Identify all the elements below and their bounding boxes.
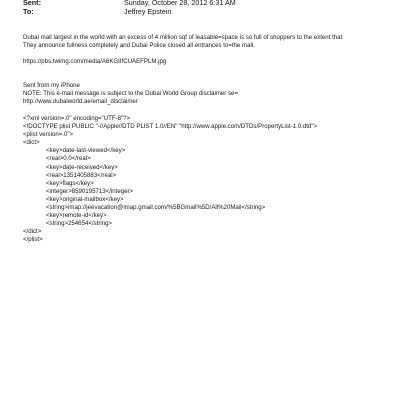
disclaimer-link[interactable]: http://www.dubaiworld.ae/email_disclaimer bbox=[23, 98, 138, 106]
plist-line: </dict> bbox=[23, 228, 42, 236]
message-line: They announce fullness completely and Dubai Police closed all entrances to=the mall. bbox=[23, 41, 255, 49]
plist-line: <key>date-received</key> bbox=[46, 163, 118, 171]
to-value: Jeffrey Epstein bbox=[124, 7, 172, 16]
message-paragraph bbox=[23, 34, 383, 50]
plist-line: <key>flags</key> bbox=[46, 179, 94, 187]
sent-label: Sent: bbox=[23, 0, 41, 7]
plist-line: <dict> bbox=[23, 139, 40, 147]
sent-header-row bbox=[23, 0, 236, 7]
image-link[interactable]: https://pbs.twimg.com/media/A6KGIIfCUAEFPLM.jpg bbox=[23, 58, 167, 65]
plist-line: </plist> bbox=[23, 236, 43, 244]
plist-line: <string>imap://jeevacation@imap.gmail.com/%5BGmail%5D/All%20Mail</string> bbox=[46, 204, 266, 212]
plist-line: <!DOCTYPE plist PUBLIC "-//Apple//DTD PLIST 1.0//EN" "http://www.apple.com/DTDs/PropertyList-1.0.dtd"> bbox=[23, 123, 318, 131]
plist-line: <integer>8590195713</integer> bbox=[46, 187, 134, 195]
disclaimer-note: NOTE: This e-mail message is subject to the Dubai World Group disclaimer se= bbox=[23, 90, 239, 98]
to-label: To: bbox=[23, 7, 34, 16]
to-header-row bbox=[23, 7, 171, 16]
sent-value: Sunday, October 28, 2012 6:31 AM bbox=[124, 0, 236, 7]
plist-line: <string>254654</string> bbox=[46, 220, 113, 228]
plist-line: <key>remote-id</key> bbox=[46, 212, 107, 220]
plist-line: <real>1351405883</real> bbox=[46, 171, 117, 179]
plist-line: <plist version=.0"> bbox=[23, 131, 74, 139]
plist-line: <key>date-last-viewed</key> bbox=[46, 147, 126, 155]
plist-line: <real>0.0</real> bbox=[46, 155, 91, 163]
plist-block bbox=[23, 115, 383, 245]
signature-paragraph bbox=[23, 82, 383, 106]
message-line: Dubai mall largest in the world with an excess of 4 million sqf of leasable=space is so full of shoppers to the extent that bbox=[23, 33, 343, 41]
image-link-paragraph bbox=[23, 58, 383, 66]
sent-from-line: Sent from my iPhone bbox=[23, 82, 80, 89]
plist-line: <?xml version=.0" encoding="UTF-8"?> bbox=[23, 115, 131, 122]
plist-line: <key>original-mailbox</key> bbox=[46, 195, 124, 203]
